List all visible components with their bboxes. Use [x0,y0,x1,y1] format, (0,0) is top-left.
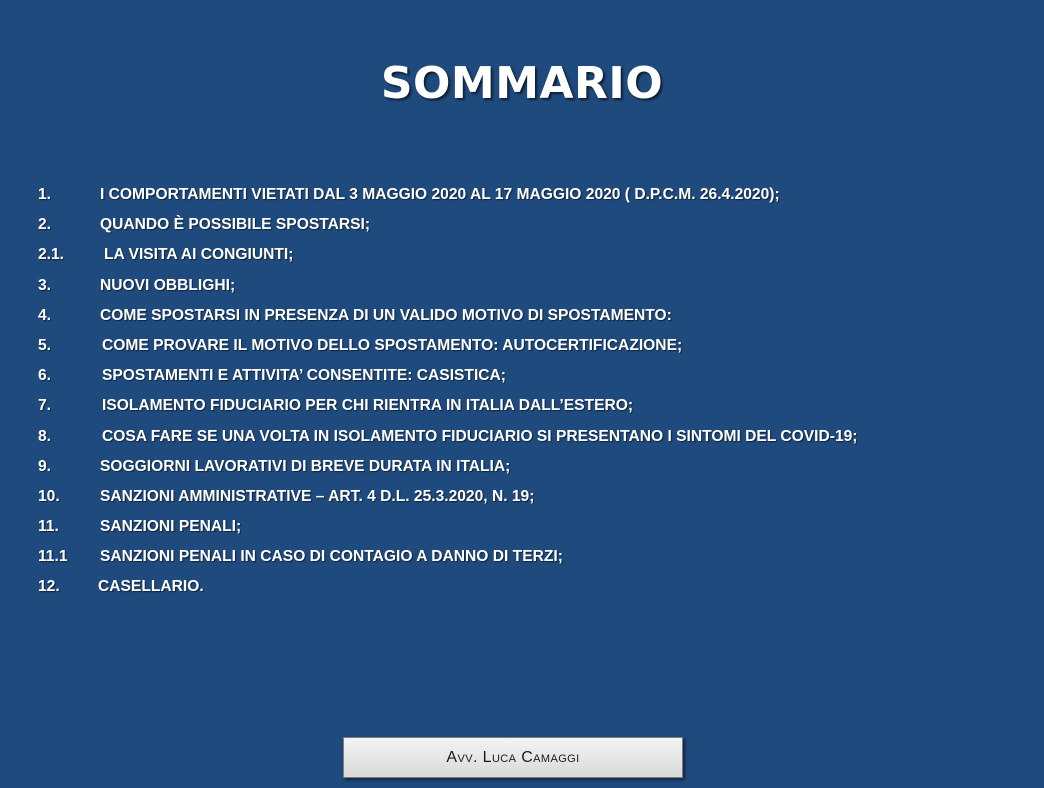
item-text: SANZIONI PENALI; [100,518,242,536]
item-number: 2. [38,216,52,234]
item-number: 1. [38,186,52,203]
item-number: 11. [38,518,59,536]
item-number: 2.1. [38,246,65,264]
item-text: ISOLAMENTO FIDUCIARIO PER CHI RIENTRA IN ITALIA DALL’ESTERO; [102,397,634,415]
item-text: SPOSTAMENTI E ATTIVITA’ CONSENTITE: CASISTICA; [102,367,507,385]
item-number: 4. [38,306,52,324]
list-item [38,180,1028,210]
item-text: SOGGIORNI LAVORATIVI DI BREVE DURATA IN ITALIA; [100,457,511,475]
slide-title: SOMMARIO [380,58,664,109]
list-item [38,512,1028,542]
list-item [38,452,1028,482]
item-text: SANZIONI PENALI IN CASO DI CONTAGIO A DANNO DI TERZI; [100,548,563,566]
item-number: 10. [38,487,60,505]
list-item [38,542,1028,572]
list-item [38,210,1028,240]
item-number: 8. [38,427,52,445]
list-item [38,391,1028,421]
item-text: LA VISITA AI CONGIUNTI; [104,246,294,264]
list-item [38,422,1028,452]
item-text: COSA FARE SE UNA VOLTA IN ISOLAMENTO FIDUCIARIO SI PRESENTANO I SINTOMI DEL COVID-19; [102,427,858,445]
list-item [38,271,1028,301]
list-item [38,240,1028,270]
list-item [38,301,1028,331]
item-text: QUANDO È POSSIBILE SPOSTARSI; [100,216,371,234]
item-text: SANZIONI AMMINISTRATIVE – ART. 4 D.L. 25.3.2020, N. 19; [100,487,535,505]
item-number: 6. [38,367,52,385]
table-of-contents [38,180,1028,603]
item-text: NUOVI OBBLIGHI; [100,276,236,294]
item-number: 12. [38,578,60,596]
item-number: 11.1 [38,548,68,566]
list-item [38,482,1028,512]
item-number: 5. [38,336,52,354]
author-name: Avv. Luca Camaggi [446,748,580,766]
item-number: 3. [38,276,52,294]
list-item [38,572,1028,602]
item-text: I COMPORTAMENTI VIETATI DAL 3 MAGGIO 2020 AL 17 MAGGIO 2020 ( D.P.C.M. 26.4.2020); [100,186,780,203]
item-text: CASELLARIO. [98,578,204,596]
item-text: COME SPOSTARSI IN PRESENZA DI UN VALIDO MOTIVO DI SPOSTAMENTO: [100,306,672,324]
list-item [38,361,1028,391]
item-number: 9. [38,457,52,475]
item-text: COME PROVARE IL MOTIVO DELLO SPOSTAMENTO: AUTOCERTIFICAZIONE; [102,336,683,354]
item-number: 7. [38,397,52,415]
author-footer-box [343,737,683,778]
list-item [38,331,1028,361]
